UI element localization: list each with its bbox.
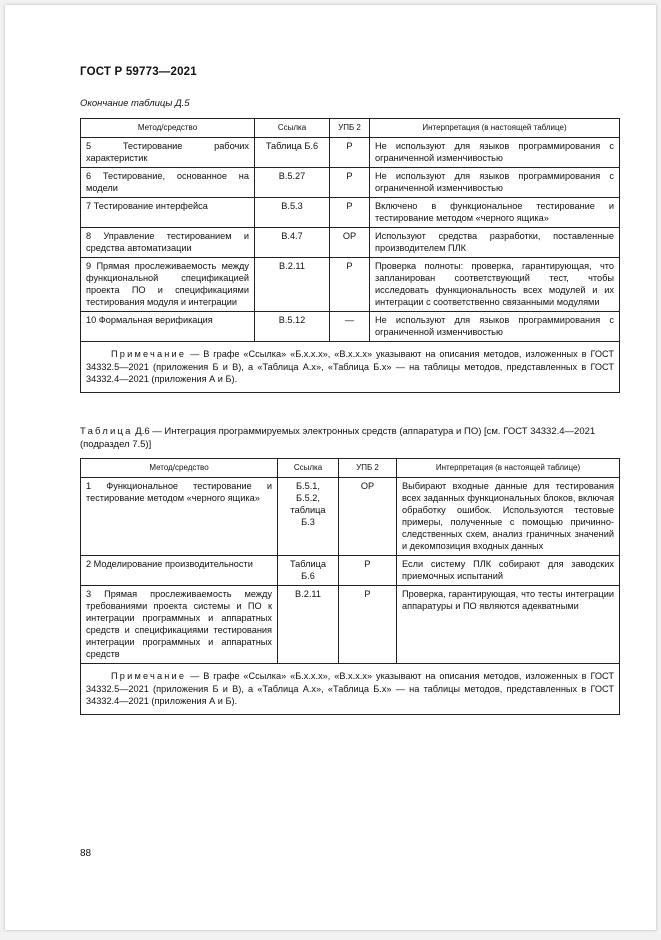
table-row [81, 228, 620, 258]
cell-method: 5 Тестирование рабочих характеристик [81, 138, 255, 168]
table2-caption-label: Таблица [80, 426, 133, 437]
col-header-ref: Ссылка [255, 119, 330, 138]
cell-upb: ОР [330, 228, 370, 258]
cell-upb: Р [330, 198, 370, 228]
table-row [81, 312, 620, 342]
cell-interp: Не используют для языков программирования с ограниченной изменчивостью [370, 312, 620, 342]
cell-interp: Выбирают входные данные для тестирования всех заданных функциональных блоков, включая обработку ошибок. Используются тестовые примеры, полученные с помощью причинно-следственных схем, анализ граничных значений и декомпозиция входных данных [397, 478, 620, 556]
note-label: Примечание [111, 349, 187, 359]
table2-caption [80, 425, 615, 451]
note-text: — В графе «Ссылка» «Б.х.х.х», «В.х.х.х» указывают на описания методов, изложенных в ГОСТ 34332.5—2021 (приложения Б и В), а «Таблица А.х», «Таблица Б.х» — на таблицы методов, представленных в ГОСТ 34332.4—2021 (приложения А и Б). [86, 671, 614, 706]
cell-method: 2 Моделирование производительности [81, 556, 278, 586]
cell-upb: Р [339, 556, 397, 586]
table1-caption: Окончание таблицы Д.5 [80, 98, 190, 109]
note-text: — В графе «Ссылка» «Б.х.х.х», «В.х.х.х» указывают на описания методов, изложенных в ГОСТ 34332.5—2021 (приложения Б и В), а «Таблица А.х», «Таблица Б.х» — на таблицы методов, представленных в ГОСТ 34332.4—2021 (приложения А и Б). [86, 349, 614, 384]
cell-ref: B.4.7 [255, 228, 330, 258]
cell-upb: Р [330, 168, 370, 198]
table-note [81, 664, 620, 715]
table-row [81, 168, 620, 198]
table-d6 [80, 458, 620, 715]
cell-interp: Не используют для языков программирования с ограниченной изменчивостью [370, 138, 620, 168]
cell-interp: Включено в функциональное тестирование и тестирование методом «черного ящика» [370, 198, 620, 228]
cell-method: 7 Тестирование интерфейса [81, 198, 255, 228]
col-header-method: Метод/средство [81, 119, 255, 138]
table-row [81, 478, 620, 556]
cell-interp: Не используют для языков программирования с ограниченной изменчивостью [370, 168, 620, 198]
cell-ref: B.5.12 [255, 312, 330, 342]
table-note [81, 342, 620, 393]
table-header-row [81, 119, 620, 138]
cell-ref: B.2.11 [278, 586, 339, 664]
cell-interp: Проверка полноты: проверка, гарантирующая, что запланирован соответствующий тест, чтобы исследовать функциональность всех модулей и их интеграции с соответственно связанными модулями [370, 258, 620, 312]
cell-upb: Р [339, 586, 397, 664]
cell-ref: B.2.11 [255, 258, 330, 312]
cell-method: 9 Прямая прослеживаемость между функциональной спецификацией проекта ПО и спецификациями тестирования модуля и интеграции [81, 258, 255, 312]
cell-upb: Р [330, 138, 370, 168]
table-row [81, 138, 620, 168]
document-page [5, 5, 656, 930]
cell-method: 3 Прямая прослеживаемость между требованиями проекта системы и ПО к интеграции программных и аппаратных средств и спецификациями тестирования интеграции программных и аппаратных средств [81, 586, 278, 664]
table-note-row [81, 664, 620, 715]
cell-interp: Если систему ПЛК собирают для заводских приемочных испытаний [397, 556, 620, 586]
table-note-row [81, 342, 620, 393]
col-header-interp: Интерпретация (в настоящей таблице) [397, 459, 620, 478]
col-header-upb: УПБ 2 [339, 459, 397, 478]
cell-upb: Р [330, 258, 370, 312]
cell-ref: Таблица Б.6 [255, 138, 330, 168]
page-number: 88 [80, 848, 92, 859]
table-row [81, 556, 620, 586]
cell-method: 6 Тестирование, основанное на модели [81, 168, 255, 198]
table2-caption-text: Д.6 — Интеграция программируемых электронных средств (аппаратура и ПО) [см. ГОСТ 34332.4—2021 (подраздел 7.5)] [80, 426, 596, 450]
cell-interp: Проверка, гарантирующая, что тесты интеграции аппаратуры и ПО являются адекватными [397, 586, 620, 664]
cell-method: 1 Функциональное тестирование и тестирование методом «черного ящика» [81, 478, 278, 556]
table-d5 [80, 118, 620, 393]
col-header-upb: УПБ 2 [330, 119, 370, 138]
cell-upb: ОР [339, 478, 397, 556]
col-header-ref: Ссылка [278, 459, 339, 478]
table-row [81, 586, 620, 664]
cell-interp: Используют средства разработки, поставленные производителем ПЛК [370, 228, 620, 258]
cell-ref: B.5.27 [255, 168, 330, 198]
cell-ref: B.5.3 [255, 198, 330, 228]
note-label: Примечание [111, 671, 187, 681]
document-title: ГОСТ Р 59773—2021 [80, 66, 197, 78]
cell-upb: — [330, 312, 370, 342]
cell-method: 8 Управление тестированием и средства автоматизации [81, 228, 255, 258]
table-row [81, 258, 620, 312]
table-header-row [81, 459, 620, 478]
col-header-interp: Интерпретация (в настоящей таблице) [370, 119, 620, 138]
table-row [81, 198, 620, 228]
cell-ref: Б.5.1, Б.5.2, таблица Б.3 [278, 478, 339, 556]
col-header-method: Метод/средство [81, 459, 278, 478]
cell-method: 10 Формальная верификация [81, 312, 255, 342]
cell-ref: Таблица Б.6 [278, 556, 339, 586]
